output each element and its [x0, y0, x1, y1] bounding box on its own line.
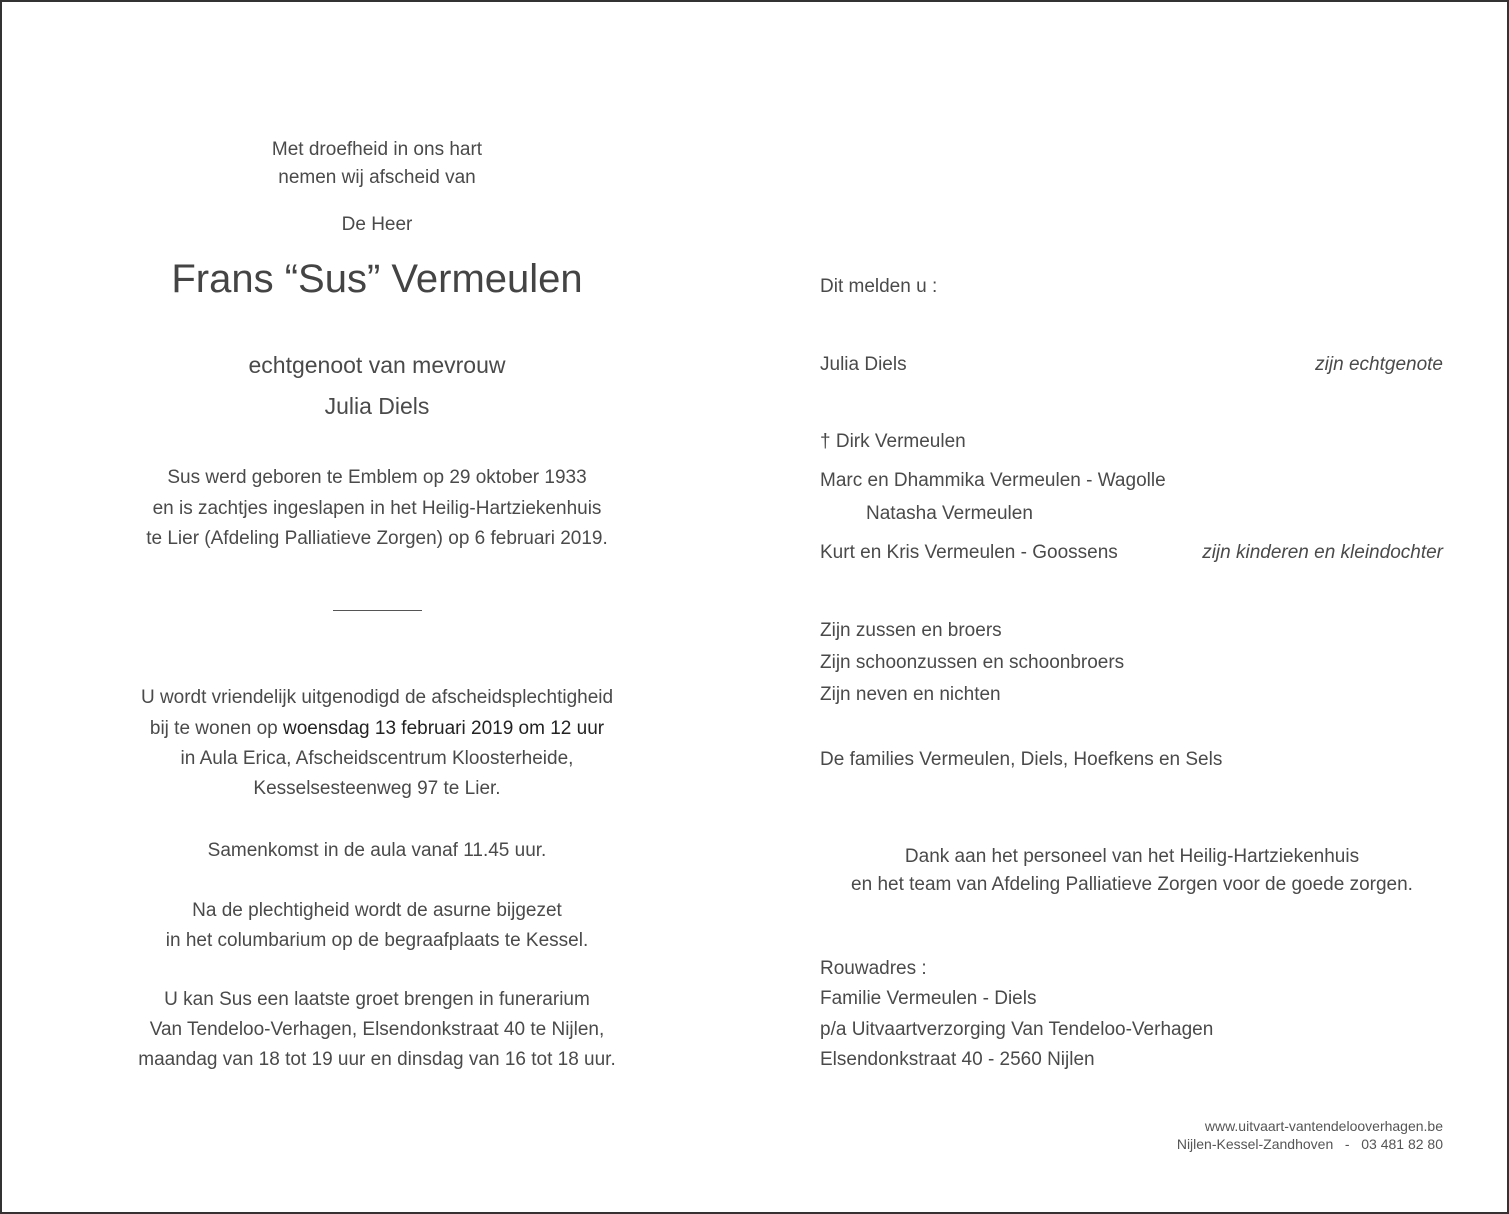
gathering-line: Samenkomst in de aula vanaf 11.45 uur. — [207, 840, 547, 861]
child-entry: Kurt en Kris Vermeulen - Goossens — [820, 542, 1118, 563]
deceased-name: Frans “Sus” Vermeulen — [171, 257, 583, 301]
child-entry: Marc en Dhammika Vermeulen - Wagolle — [820, 470, 1166, 491]
spouse-name: Julia Diels — [324, 393, 430, 419]
bio-line: en is zachtjes ingeslapen in het Heilig-Hartziekenhuis — [152, 498, 602, 519]
announce-label: Dit melden u : — [820, 276, 938, 297]
grandchild-entry: Natasha Vermeulen — [866, 503, 1033, 524]
address-line: Elsendonkstraat 40 - 2560 Nijlen — [820, 1049, 1095, 1070]
child-entry: † Dirk Vermeulen — [820, 431, 966, 452]
thanks-line: en het team van Afdeling Palliatieve Zorgen voor de goede zorgen. — [851, 874, 1413, 895]
divider — [333, 610, 422, 611]
bio-line: Sus werd geboren te Emblem op 29 oktober 1933 — [167, 467, 587, 488]
families-line: De families Vermeulen, Diels, Hoefkens en Sels — [820, 749, 1223, 770]
website-link[interactable]: www.uitvaart-vantendelooverhagen.be — [1204, 1118, 1443, 1134]
invite-text: bij te wonen op — [149, 718, 283, 739]
thanks-line: Dank aan het personeel van het Heilig-Hartziekenhuis — [904, 846, 1360, 867]
invite-line — [77, 717, 677, 741]
visit-line: U kan Sus een laatste groet brengen in funerarium — [164, 989, 590, 1010]
intro-line: nemen wij afscheid van — [278, 167, 476, 188]
bio-line: te Lier (Afdeling Palliatieve Zorgen) op 6 februari 2019. — [146, 528, 608, 549]
intro-line: Met droefheid in ons hart — [271, 139, 483, 160]
spouse-label: echtgenoot van mevrouw — [248, 352, 506, 378]
relatives-line: Zijn schoonzussen en schoonbroers — [820, 652, 1125, 673]
address-line: Familie Vermeulen - Diels — [820, 988, 1037, 1009]
children-role: zijn kinderen en kleindochter — [1202, 542, 1443, 563]
invite-line: U wordt vriendelijk uitgenodigd de afscheidsplechtigheid — [140, 687, 614, 708]
honorific: De Heer — [341, 214, 413, 235]
visit-line: Van Tendeloo-Verhagen, Elsendonkstraat 40 te Nijlen, — [149, 1019, 605, 1040]
invite-line: Kesselsesteenweg 97 te Lier. — [253, 778, 501, 799]
relatives-line: Zijn zussen en broers — [820, 620, 1002, 641]
visit-line: maandag van 18 tot 19 uur en dinsdag van 16 tot 18 uur. — [138, 1049, 616, 1070]
invite-line: in Aula Erica, Afscheidscentrum Kloosterheide, — [180, 748, 574, 769]
address-line: p/a Uitvaartverzorging Van Tendeloo-Verhagen — [820, 1019, 1214, 1040]
contact-line: Nijlen-Kessel-Zandhoven - 03 481 82 80 — [1176, 1136, 1443, 1152]
spouse-role: zijn echtgenote — [1315, 354, 1443, 375]
ceremony-datetime: woensdag 13 februari 2019 om 12 uur — [282, 718, 605, 739]
relatives-line: Zijn neven en nichten — [820, 684, 1001, 705]
burial-line: in het columbarium op de begraafplaats te Kessel. — [165, 930, 589, 951]
burial-line: Na de plechtigheid wordt de asurne bijgezet — [192, 900, 562, 921]
spouse-entry: Julia Diels — [820, 354, 907, 375]
address-line: Rouwadres : — [820, 958, 927, 979]
